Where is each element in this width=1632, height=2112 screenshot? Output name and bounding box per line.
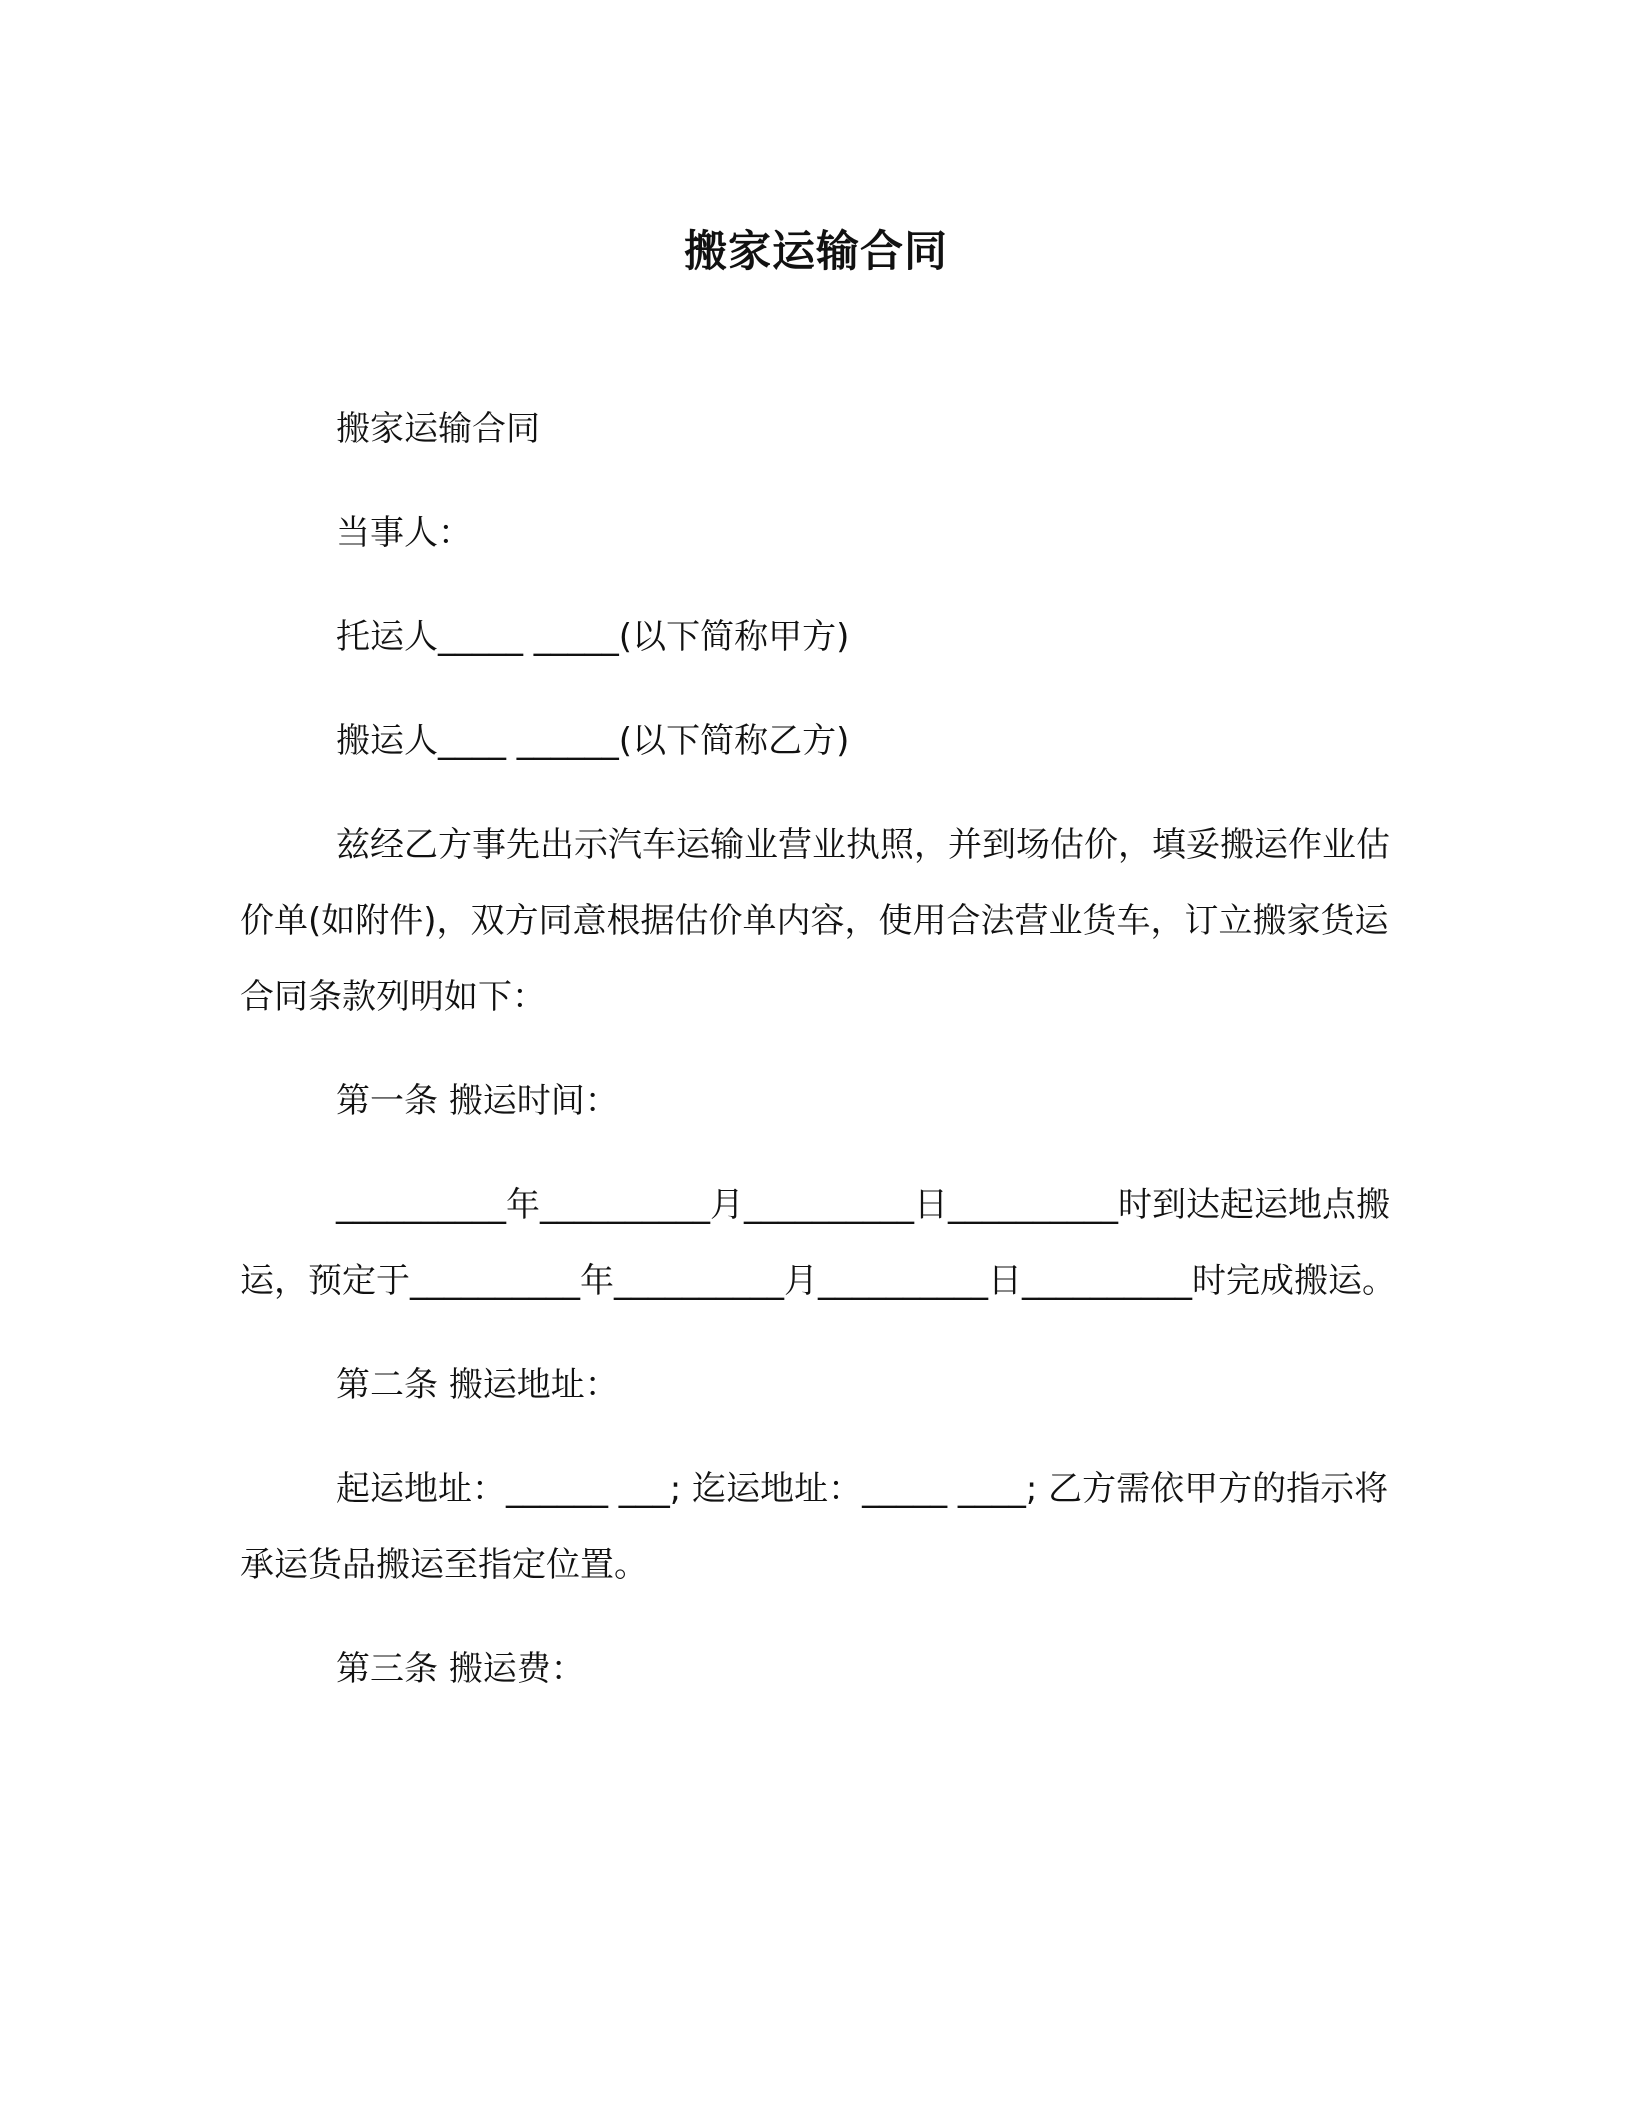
article-2-heading: 第二条 搬运地址： xyxy=(336,1365,619,1405)
document-body xyxy=(240,391,1400,1735)
paragraph-heading: 搬家运输合同 xyxy=(336,409,540,449)
paragraph-parties: 当事人： xyxy=(336,513,472,553)
document-title: 搬家运输合同 xyxy=(684,227,948,277)
article-1-body: __________年__________月__________日__________时到达起运地点搬运，预定于__________年__________月__________日__________时完成搬运。 xyxy=(240,1185,1396,1301)
article-3-heading: 第三条 搬运费： xyxy=(336,1649,585,1689)
paragraph-preamble: 兹经乙方事先出示汽车运输业营业执照，并到场估价，填妥搬运作业估价单(如附件)，双方同意根据估价单内容，使用合法营业货车，订立搬家货运合同条款列明如下： xyxy=(240,825,1390,1017)
article-1-heading: 第一条 搬运时间： xyxy=(336,1081,619,1121)
paragraph-carrier: 搬运人____ ______(以下简称乙方) xyxy=(336,721,850,761)
paragraph-shipper: 托运人_____ _____(以下简称甲方) xyxy=(336,617,850,657)
article-2-body: 起运地址：______ ___; 迄运地址：_____ ____; 乙方需依甲方的指示将承运货品搬运至指定位置。 xyxy=(240,1469,1389,1585)
